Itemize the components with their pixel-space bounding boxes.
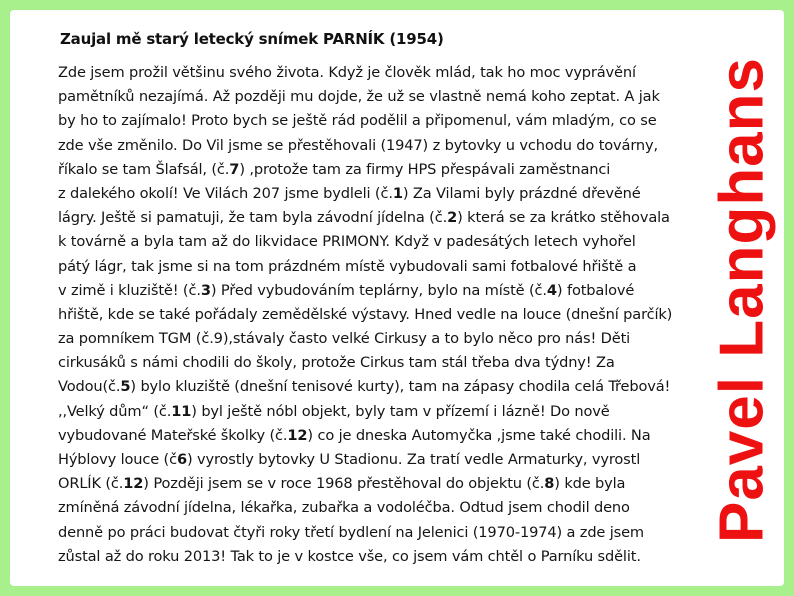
- text-segment: zde vše změnilo. Do Vil jsme se přestěhovali (1947) z bytovky u vchodu do továrny,: [58, 136, 658, 154]
- text-line: [58, 545, 698, 569]
- bold-reference: 3: [200, 281, 211, 299]
- document-body: [58, 61, 698, 569]
- text-line: [58, 85, 698, 109]
- author-banner: [706, 40, 778, 560]
- text-segment: denně po práci budovat čtyři roky třetí bydlení na Jelenici (1970-1974) a zde jsem: [58, 523, 645, 541]
- text-segment: ) Před vybudováním teplárny, bylo na místě (č.: [210, 281, 547, 299]
- text-segment: z dalekého okolí! Ve Vilách 207 jsme bydleli (č.: [58, 184, 393, 202]
- text-line: [58, 230, 698, 254]
- text-segment: ) vyrostly bytovky U Stadionu. Za tratí vedle Armaturky, vyrostl: [186, 451, 641, 468]
- bold-reference: 1: [392, 184, 403, 202]
- text-segment: ) Za Vilami byly prázdné dřevěné: [402, 184, 641, 202]
- text-line: [58, 496, 698, 520]
- author-name: Pavel Langhans: [707, 56, 777, 544]
- bold-reference: 8: [544, 475, 555, 493]
- bold-reference: 2: [447, 209, 458, 227]
- text-segment: ) byl ještě nóbl objekt, byly tam v přízemí i lázně! Do nově: [191, 402, 610, 420]
- text-segment: ) co je dneska Automyčka ,jsme také chodili. Na: [307, 426, 651, 444]
- text-segment: zůstal až do roku 2013! Tak to je v kostce vše, co jsem vám chtěl o Parníku sdělit.: [58, 547, 641, 565]
- text-line: [58, 351, 698, 375]
- text-line: [58, 206, 698, 230]
- text-segment: vybudované Mateřské školky (č.: [58, 426, 288, 444]
- text-line: [58, 279, 698, 303]
- bold-reference: 12: [123, 475, 144, 493]
- text-segment: Vodou(č.: [58, 378, 121, 396]
- text-line: [58, 303, 698, 327]
- document-card: [10, 10, 784, 586]
- text-segment: ) Později jsem se v roce 1968 přestěhoval do objektu (č.: [143, 475, 545, 493]
- bold-reference: 5: [120, 378, 131, 396]
- text-segment: ) kde byla: [554, 475, 626, 493]
- text-segment: ) která se za krátko stěhovala: [457, 209, 670, 227]
- document-heading: Zaujal mě starý letecký snímek PARNÍK (1954): [60, 30, 444, 48]
- text-segment: ) fotbalové: [556, 281, 635, 299]
- text-segment: ) bylo kluziště (dnešní tenisové kurty), tam na zápasy chodila celá Třebová!: [130, 378, 671, 396]
- text-segment: cirkusáků s námi chodili do školy, protože Cirkus tam stál třeba dva týdny! Za: [58, 354, 615, 372]
- text-segment: ORLÍK (č.: [58, 475, 124, 493]
- text-line: [58, 158, 698, 182]
- text-segment: Zde jsem prožil většinu svého života. Když je člověk mlád, tak ho moc vyprávění: [58, 64, 636, 81]
- text-segment: ,,Velký dům“ (č.: [58, 402, 172, 420]
- text-line: [58, 61, 698, 85]
- text-line: [58, 521, 698, 545]
- text-line: [58, 255, 698, 279]
- text-segment: říkalo se tam Šlafsál, (č.: [58, 160, 230, 178]
- bold-reference: 4: [546, 281, 557, 299]
- text-segment: k továrně a byla tam až do likvidace PRIMONY. Když v padesátých letech vyhořel: [58, 233, 636, 251]
- text-segment: Hýblovy louce (č: [58, 451, 177, 468]
- text-segment: v zimě i kluziště! (č.: [58, 281, 201, 299]
- text-segment: by ho to zajímalo! Proto bych se ještě rád podělil a připomenul, vám mladým, co se: [58, 112, 657, 130]
- text-line: [58, 424, 698, 448]
- text-segment: ) ,protože tam za firmy HPS přespávali zaměstnanci: [239, 160, 611, 178]
- text-line: [58, 472, 698, 496]
- bold-reference: 7: [229, 160, 240, 178]
- text-line: [58, 448, 698, 472]
- bold-reference: 12: [287, 426, 308, 444]
- text-line: [58, 400, 698, 424]
- text-segment: hřiště, kde se také pořádaly zemědělské výstavy. Hned vedle na louce (dnešní parčík): [58, 305, 673, 323]
- bold-reference: 6: [176, 451, 187, 468]
- text-segment: lágry. Ještě si pamatuji, že tam byla závodní jídelna (č.: [58, 209, 448, 227]
- bold-reference: 11: [171, 402, 192, 420]
- text-line: [58, 375, 698, 399]
- text-line: [58, 182, 698, 206]
- text-segment: zmíněná závodní jídelna, lékařka, zubařka a vodoléčba. Odtud jsem chodil deno: [58, 499, 630, 517]
- text-line: [58, 109, 698, 133]
- text-line: [58, 134, 698, 158]
- text-segment: pamětníků nezajímá. Až později mu dojde, že už se vlastně nemá koho zeptat. A jak: [58, 88, 660, 106]
- text-segment: za pomníkem TGM (č.9),stávaly často velké Cirkusy a to bylo něco pro nás! Děti: [58, 330, 631, 348]
- text-segment: pátý lágr, tak jsme si na tom prázdném místě vybudovali sami fotbalové hřiště a: [58, 257, 637, 275]
- text-line: [58, 327, 698, 351]
